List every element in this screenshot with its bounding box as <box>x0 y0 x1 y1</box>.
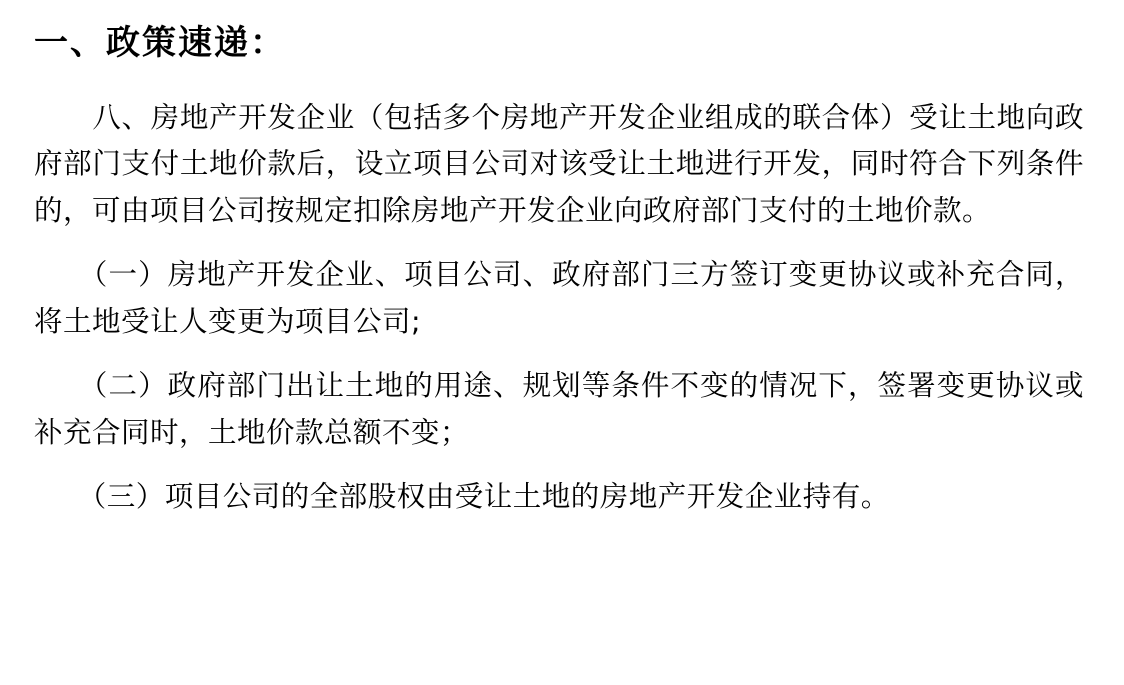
page-title: 一、政策速递： <box>34 23 286 63</box>
paragraph-condition-2: （二）政府部门出让土地的用途、规划等条件不变的情况下，签署变更协议或补充合同时，土地价款总额不变； <box>34 369 1084 449</box>
paragraph-condition-3: （三）项目公司的全部股权由受让土地的房地产开发企业持有。 <box>34 480 890 514</box>
paragraph-item-8: 八、房地产开发企业（包括多个房地产开发企业组成的联合体）受让土地向政府部门支付土地价款后，设立项目公司对该受让土地进行开发，同时符合下列条件的，可由项目公司按规定扣除房地产开发企业向政府部门支付的土地价款。 <box>34 101 1084 227</box>
paragraph-condition-1: （一）房地产开发企业、项目公司、政府部门三方签订变更协议或补充合同，将土地受让人变更为项目公司; <box>34 258 1084 338</box>
